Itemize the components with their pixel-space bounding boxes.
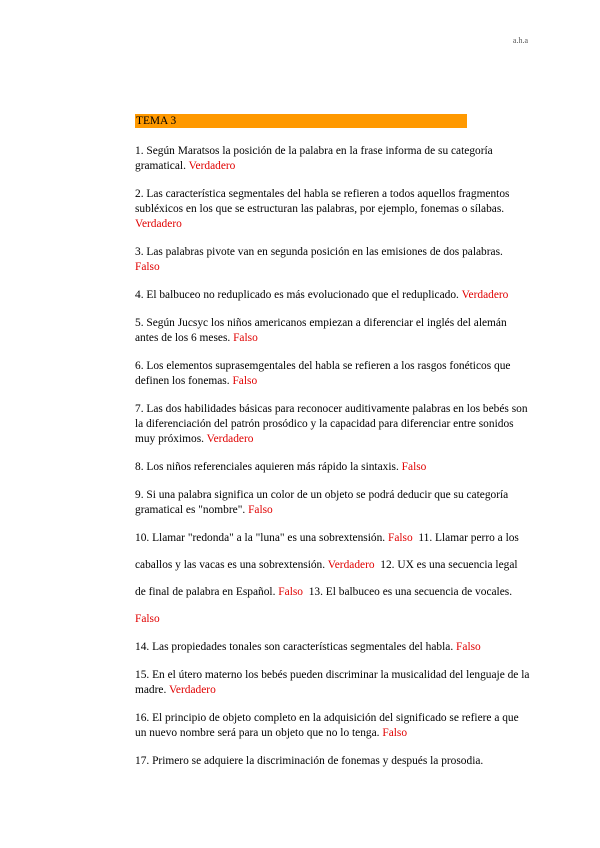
- answer-label: Verdadero: [206, 433, 254, 445]
- question-text: 16. El principio de objeto completo en la adquisición del significado se refiere a que un nuevo nombre será para un objeto que no lo tenga.: [135, 712, 519, 739]
- question-item: [135, 640, 530, 655]
- answer-label: Falso: [456, 641, 481, 653]
- question-item: [135, 754, 530, 769]
- question-item: [135, 316, 530, 346]
- answer-label: Falso: [401, 461, 427, 473]
- page-corner-mark: a.h.a: [512, 36, 528, 45]
- question-text: 7. Las dos habilidades básicas para reconocer auditivamente palabras en los bebés son la diferenciación del patrón prosódico y la capacidad para diferenciar entre sonidos muy próximos.: [135, 403, 528, 445]
- document-body: [135, 114, 530, 782]
- answer-label: Verdadero: [168, 684, 216, 696]
- question-text: 15. En el útero materno los bebés pueden discriminar la musicalidad del lenguaje de la madre.: [135, 669, 530, 696]
- answer-label: Falso: [382, 727, 408, 739]
- question-item: [135, 245, 530, 275]
- question-text: 13. El balbuceo es una secuencia de vocales.: [308, 586, 513, 598]
- question-run-on-paragraph: [135, 525, 530, 633]
- question-text: 12. UX es una secuencia legal de final de palabra en Español.: [135, 559, 518, 598]
- answer-label: Falso: [278, 586, 303, 598]
- answer-label: Verdadero: [188, 160, 236, 172]
- question-text: 2. Las característica segmentales del habla se refieren a todos aquellos fragmentos subléxicos en los que se estructuran las palabras, por ejemplo, fonemas o sílabas.: [135, 188, 510, 215]
- answer-label: Falso: [233, 332, 258, 344]
- answer-label: Verdadero: [135, 218, 182, 230]
- answer-label: Verdadero: [461, 289, 509, 301]
- section-heading: TEMA 3: [135, 114, 467, 128]
- answer-label: Falso: [232, 375, 258, 387]
- question-item: [135, 144, 530, 174]
- question-item: [135, 288, 530, 303]
- answer-label: Falso: [248, 504, 273, 516]
- question-item: [135, 359, 530, 389]
- question-text: 10. Llamar "redonda" a la "luna" es una sobrextensión.: [135, 532, 386, 544]
- question-text: 14. Las propiedades tonales son características segmentales del habla.: [135, 641, 454, 653]
- question-text: 4. El balbuceo no reduplicado es más evolucionado que el reduplicado.: [135, 289, 459, 301]
- answer-label: Falso: [135, 613, 160, 625]
- question-text: 8. Los niños referenciales aquieren más rápido la sintaxis.: [135, 461, 399, 473]
- question-item: [135, 187, 530, 232]
- question-text: 11. Llamar perro a los caballos y las vacas es una sobrextensión.: [135, 532, 519, 571]
- question-text: 6. Los elementos suprasemgentales del habla se refieren a los rasgos fonéticos que definen los fonemas.: [135, 360, 511, 387]
- answer-label: Verdadero: [327, 559, 375, 571]
- question-text: 17. Primero se adquiere la discriminación de fonemas y después la prosodia.: [135, 755, 484, 767]
- question-item: [135, 488, 530, 518]
- question-item: [135, 711, 530, 741]
- answer-label: Falso: [388, 532, 413, 544]
- question-item: [135, 668, 530, 698]
- question-item: [135, 402, 530, 447]
- answer-label: Falso: [135, 261, 160, 273]
- question-item: [135, 460, 530, 475]
- question-text: 9. Si una palabra significa un color de un objeto se podrá deducir que su categoría gramatical es "nombre".: [135, 489, 509, 516]
- question-text: 3. Las palabras pivote van en segunda posición en las emisiones de dos palabras.: [135, 246, 503, 258]
- question-text: 5. Según Jucsyc los niños americanos empiezan a diferenciar el inglés del alemán antes de los 6 meses.: [135, 317, 507, 344]
- question-text: 1. Según Maratsos la posición de la palabra en la frase informa de su categoría gramatical.: [135, 145, 493, 172]
